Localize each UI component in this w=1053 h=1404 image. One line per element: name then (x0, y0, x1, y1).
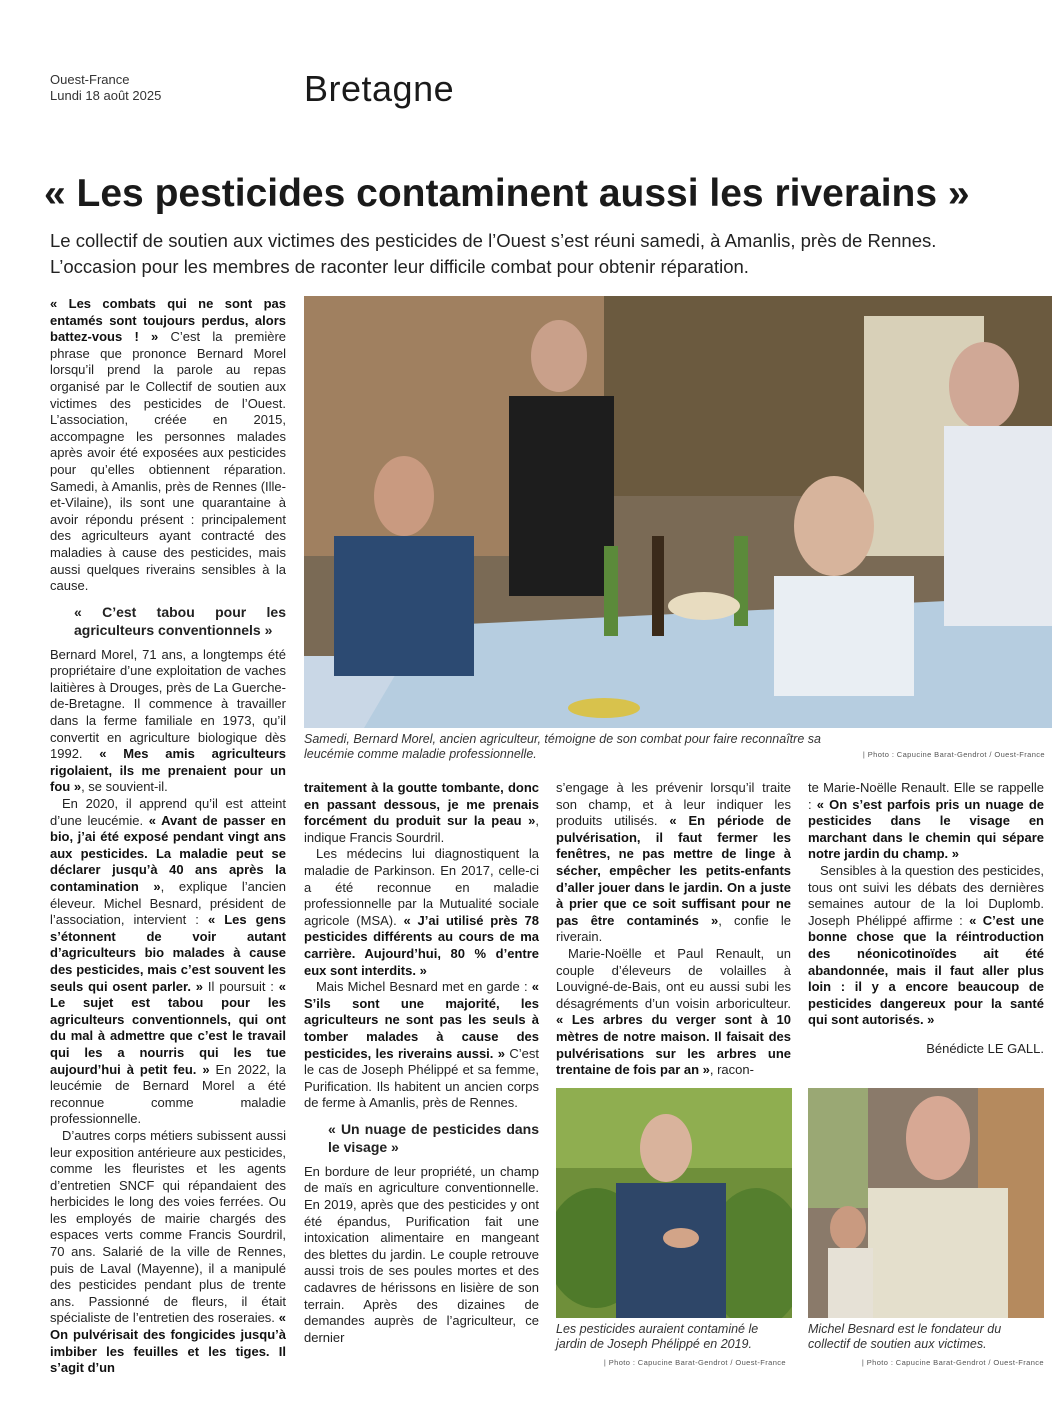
paragraph (556, 946, 791, 1079)
article-standfirst: Le collectif de soutien aux victimes des pesticides de l’Ouest s’est réuni samedi, à Amanlis, près de Rennes. L’occasion pour les membres de raconter leur difficile combat pour obtenir réparation. (50, 230, 937, 277)
paragraph (304, 780, 539, 846)
quote: « Le sujet est tabou pour les agriculteurs conventionnels, qui ont du mal à admettre que c’est le travail qui les a nourris qui les tue aujourd’hui à petit feu. » (50, 978, 286, 1077)
quote: « S’ils sont une majorité, les agriculteurs ne sont pas les seuls à tomber malades à cause des pesticides, les riverains aussi. » (304, 979, 539, 1061)
quote: « Les arbres du verger sont à 10 mètres de notre maison. Il faisait des pulvérisations sur les arbres une trentaine de fois par an » (556, 1012, 791, 1078)
article-column-4 (808, 780, 1044, 1058)
quote: « En période de pulvérisation, il faut fermer les fenêtres, ne pas mettre de linge à sécher, empêcher les petits-enfants d’aller jouer dans le jardin. On a juste à prier que ce soit suffisant pour ne pas être contaminés » (556, 813, 791, 928)
paragraph (50, 296, 286, 595)
section-title: Bretagne (304, 68, 455, 109)
paragraph (304, 1164, 539, 1347)
text: Les médecins lui diagnostiquent la maladie de Parkinson. En 2017, celle-ci a été reconnue en maladie professionnelle par la Mutualité sociale agricole (MSA). (304, 846, 539, 928)
besnard-photo-caption: Michel Besnard est le fondateur du collectif de soutien aux victimes. (808, 1322, 1002, 1351)
text: C’est le cas de Joseph Phélippé et sa femme, Purification. Ils habitent un ancien corps de ferme à Amanlis, près de Rennes. (304, 1045, 539, 1111)
main-photo-caption: Samedi, Bernard Morel, ancien agriculteur, témoigne de son combat pour faire reconnaître sa leucémie comme maladie professionnelle. (304, 732, 821, 761)
text: , racon- (709, 1062, 754, 1078)
newspaper-masthead (50, 72, 161, 104)
article-column-3 (556, 780, 791, 1079)
quote: « On s’est parfois pris un nuage de pesticides dans le visage en marchant dans le chemin qui sépare notre jardin du champ. » (808, 796, 1044, 862)
paragraph (50, 647, 286, 796)
paragraph (304, 846, 539, 979)
quote: « Les gens s’étonnent de voir autant d’agriculteurs bio malades à cause des pesticides, mais c’est souvent les seuls qui osent parler. » (50, 912, 287, 994)
text: En 2022, la leucémie de Bernard Morel a été reconnue comme maladie professionnelle. (50, 1061, 286, 1127)
paragraph (50, 1128, 286, 1377)
publication-date: Lundi 18 août 2025 (50, 88, 162, 103)
photo-besnard-image (808, 1088, 1044, 1318)
text: , indique Francis Sourdril. (304, 813, 539, 845)
text: , confie le riverain. (556, 912, 791, 945)
text: En 2020, il apprend qu’il est atteint d’une leucémie. (50, 796, 286, 828)
quote: « J’ai utilisé près 78 pesticides différents au cours de ma carrière. Aujourd’hui, 80 % d’entre eux sont interdits. » (304, 912, 539, 978)
quote: « Mes amis agriculteurs rigolaient, ils me prenaient pour un fou » (50, 746, 286, 795)
text: Mais Michel Besnard met en garde : (316, 979, 532, 995)
text: , se souvient-il. (81, 779, 168, 795)
photo-garden-image (556, 1088, 792, 1318)
text: C’est la première phrase que prononce Bernard Morel lorsqu’il prend la parole au repas organisé par le Collectif de soutien aux victimes des pesticides de l’Ouest. L’association, créée en 2015, accompagne les personnes malades après avoir été exposées aux pesticides pour qu’elles obtiennent réparation. Samedi, à Amanlis, près de Rennes (Ille-et-Vilaine), ils sont une quarantaine à avoir répondu présent : principalement des agriculteurs ayant contracté des maladies à cause des pesticides, mais aussi quelques riverains sensibles à la cause. (50, 329, 286, 594)
paragraph (808, 780, 1044, 863)
main-photo (304, 296, 1052, 728)
text: te Marie-Noëlle Renault. Elle se rappelle : (808, 780, 1044, 812)
text: Bernard Morel, 71 ans, a longtemps été propriétaire d’une exploitation de vaches laitières à Drouges, près de La Guerche-de-Bretagne. Il commence à travailler dans la ferme familiale en 1973, qu’il convertit en agriculture biologique dès 1992. (50, 646, 286, 762)
text: En bordure de leur propriété, un champ de maïs en agriculture conventionnelle. En 2019, après que des pesticides y ont été épandus, Purification fait une intoxication alimentaire en mangeant des blettes du jardin. Le couple retrouve aussi trois de ses poules mortes et des cadavres de hérissons en lisière de son terrain. Après des dizaines de demandes auprès de l’agriculteur, ce dernier (304, 1163, 539, 1345)
photo-meeting-image (304, 296, 1052, 728)
besnard-photo (808, 1088, 1044, 1318)
intertitle: « Un nuage de pesticides dans le visage » (328, 1120, 539, 1155)
text: , explique l’ancien éleveur. Michel Besnard, président de l’association, intervient : (50, 879, 286, 928)
article-headline: « Les pesticides contaminent aussi les riverains » (44, 172, 970, 215)
paragraph (50, 796, 286, 1128)
article-column-2 (304, 780, 539, 1346)
intertitle: « C’est tabou pour les agriculteurs conventionnels » (74, 603, 286, 638)
quote: « Avant de passer en bio, j’ai été exposé pendant vingt ans aux pesticides. La maladie peut se déclarer jusqu’à 40 ans après la contamination » (50, 812, 286, 894)
article-column-1 (50, 296, 286, 1377)
paragraph (304, 979, 539, 1112)
quote: « On pulvérisait des fongicides jusqu’à imbiber les feuilles et les tiges. Il s’agit d’un (50, 1310, 286, 1376)
main-photo-credit: | Photo : Capucine Barat-Gendrot / Ouest-France (862, 750, 1045, 759)
newspaper-name: Ouest-France (50, 72, 130, 87)
garden-photo-caption: Les pesticides auraient contaminé le jardin de Joseph Phélippé en 2019. (556, 1322, 759, 1351)
text: Marie-Noëlle et Paul Renault, un couple d’éleveurs de volailles à Louvigné-de-Bais, ont eu aussi subi les désagréments d’un voisin arboriculteur. (556, 945, 791, 1011)
author-signature: Bénédicte LE GALL. (926, 1040, 1044, 1056)
garden-photo-credit: | Photo : Capucine Barat-Gendrot / Ouest-France (603, 1358, 786, 1367)
text: Il poursuit : (203, 978, 279, 994)
paragraph (808, 863, 1044, 1029)
paragraph (556, 780, 791, 946)
besnard-photo-credit: | Photo : Capucine Barat-Gendrot / Ouest-France (861, 1358, 1044, 1367)
quote: « Les combats qui ne sont pas entamés sont toujours perdus, alors battez-vous ! » (50, 296, 286, 345)
text: s’engage à les prévenir lorsqu’il traite son champ, et à leur indiquer les produits utilisés. (556, 780, 791, 829)
text: Sensibles à la question des pesticides, tous ont suivi les débats des dernières semaines autour de la loi Duplomb. Joseph Phélippé affirme : (808, 862, 1044, 928)
quote: « C’est une bonne chose que la réintroduction des néonicotinoïdes ait été abandonnée, mais il faut aller plus loin : il y a encore beaucoup de pesticides dangereux pour la santé qui sont autorisés. » (808, 912, 1045, 1028)
garden-photo (556, 1088, 792, 1318)
text: D’autres corps métiers subissent aussi leur exposition antérieure aux pesticides, comme les fleuristes et les agents d’entretien SNCF qui répandaient des herbicides le long des voies ferrées. Ou les employés de mairie chargés des espaces verts comme Francis Sourdril, 70 ans. Salarié de la ville de Rennes, puis de Laval (Mayenne), il a manipulé des pesticides pendant plus de trente ans. Passionné de fleurs, il était spécialiste de l’entretien des roseraies. (50, 1127, 286, 1326)
quote: traitement à la goutte tombante, donc en passant dessous, je me prenais forcément du produit sur la peau » (304, 780, 539, 829)
